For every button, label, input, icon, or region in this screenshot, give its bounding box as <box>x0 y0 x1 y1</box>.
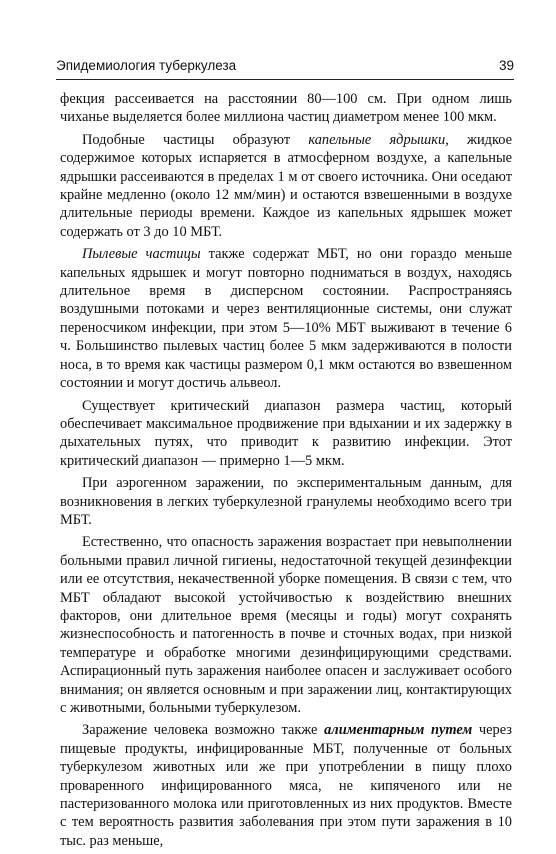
paragraph-1: фекция рассеивается на расстоянии 80—100 см. При одном лишь чиханье выделяется более миллиона частиц диаметром менее 100 мкм. <box>60 91 512 126</box>
paragraph-2: Подобные частицы образуют капельные ядрышки, жидкое содержимое которых испаряется в атмосферном воздухе, а капельные ядрышки рассеиваются в пределах 1 м от своего источника. Они оседают крайне медленно (около 12 мм/мин) и остаются взвешенными в воздухе длительные периоды времени. Каждое из капельных ядрышек может содержать от 3 до 10 МБТ. <box>60 131 512 240</box>
body-text <box>60 90 512 854</box>
paragraph-4: Существует критический диапазон размера частиц, который обеспечивает максимальное продвижение при вдыхании и их задержку в дыхательных путях, что приводит к развитию инфекции. Этот критический диапазон — примерно 1—5 мкм. <box>60 397 512 469</box>
term-droplet-nuclei: капельные ядрышки <box>308 131 446 148</box>
header-title: Эпидемиология туберкулеза <box>56 58 237 73</box>
paragraph-5: При аэрогенном заражении, по экспериментальным данным, для возникновения в легких туберкулезной гранулемы необходимо всего три МБТ. <box>60 475 512 528</box>
paragraph-6: Естественно, что опасность заражения возрастает при невыполнении больными правил личной гигиены, недостаточной текущей дезинфекции или ее отсутствия, некачественной уборке помещения. В связи с тем, что МБТ обладают высокой устойчивостью к воздействию внешних факторов, они длительное время (месяцы и годы) могут сохранять жизнеспособность и патогенность в почве и сточных водах, при низкой температуре и обработке многими дезинфицирующими средствами. Аспирационный путь заражения наиболее опасен и заслуживает особого внимания; он является основным и при заражении лиц, контактирующих с животными, больными туберкулезом. <box>60 534 512 716</box>
page-number: 39 <box>498 58 514 73</box>
paragraph-3: Пылевые частицы также содержат МБТ, но они гораздо меньше капельных ядрышек и могут повторно подниматься в воздух, находясь длительное время в дисперсном состоянии. Распространяясь воздушными потоками и через вентиляционные системы, они служат переносчиком инфекции, при этом 5—10% МБТ выживают в течение 6 ч. Большинство пылевых частиц более 5 мкм задерживаются в полости носа, в то время как частицы размером 0,1 мкм остаются во взвешенном состоянии и могут достичь альвеол. <box>60 246 512 392</box>
running-header <box>56 57 514 80</box>
paragraph-7: Заражение человека возможно также алиментарным путем через пищевые продукты, инфицированные МБТ, полученные от больных туберкулезом животных или же при употреблении в пищу плохо проваренного инфицированного мяса, не кипяченого или не пастеризованного молока или приготовленных из них продуктов. Вместе с тем вероятность развития заболевания при этом пути заражения в 10 тыс. раз меньше, <box>60 722 512 849</box>
term-dust-particles: Пылевые частицы <box>82 246 201 263</box>
term-alimentary-route: алиментарным путем <box>324 722 473 739</box>
